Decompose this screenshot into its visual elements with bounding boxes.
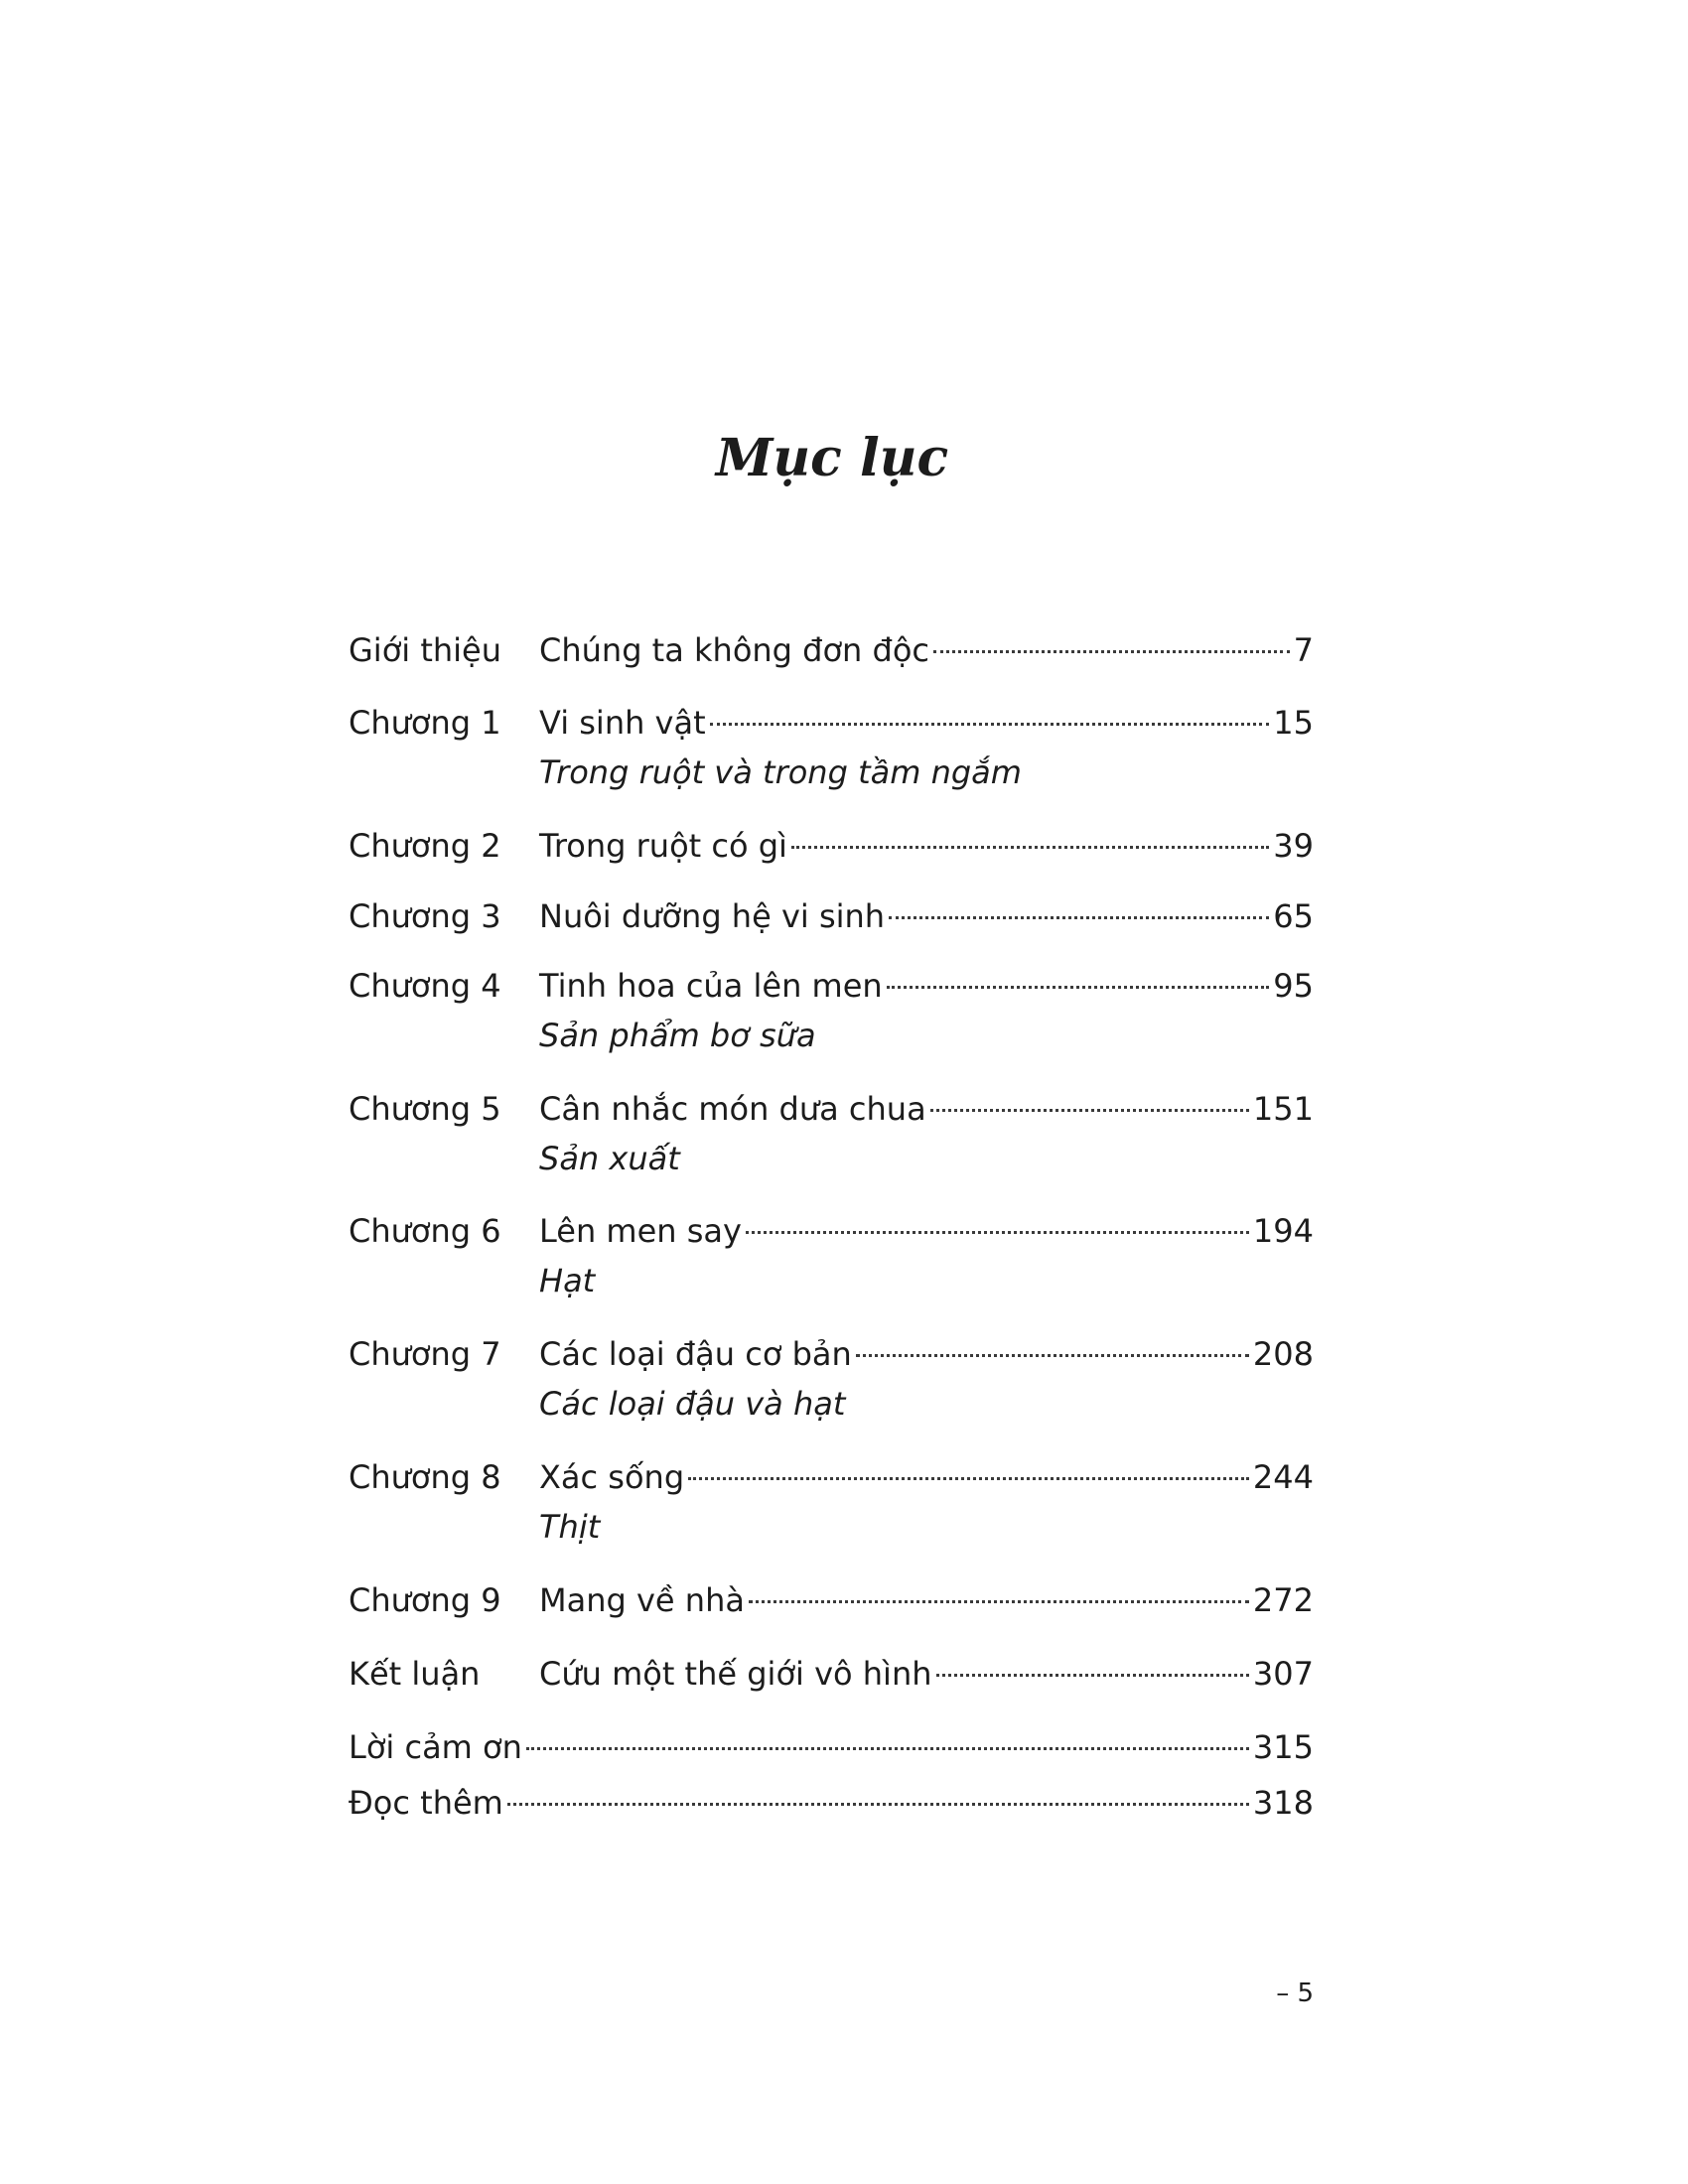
toc-entry-title: Lên men say xyxy=(539,1212,742,1250)
toc-dot-leader xyxy=(889,915,1269,919)
toc-entry-chapter-2 xyxy=(349,821,1314,871)
toc-entry-label: Chương 7 xyxy=(349,1335,501,1373)
toc-entry-introduction xyxy=(349,625,1314,675)
toc-dot-leader xyxy=(746,1230,1249,1234)
toc-entry-subtitle: Thịt xyxy=(539,1508,601,1546)
toc-entry-page: 244 xyxy=(1252,1458,1314,1496)
toc-entry-page: 65 xyxy=(1273,897,1314,935)
toc-entry-page: 208 xyxy=(1252,1335,1314,1373)
toc-dot-leader xyxy=(930,1108,1249,1112)
toc-entry-chapter-8 xyxy=(349,1452,1314,1552)
toc-entry-title: Xác sống xyxy=(539,1458,685,1496)
toc-entry-subtitle: Các loại đậu và hạt xyxy=(539,1385,846,1423)
toc-entry-label: Chương 5 xyxy=(349,1090,501,1128)
toc-entry-conclusion xyxy=(349,1649,1314,1699)
toc-entry-chapter-9 xyxy=(349,1575,1314,1625)
toc-dot-leader xyxy=(936,1673,1249,1677)
toc-dot-leader xyxy=(507,1802,1249,1806)
toc-entry-title: Tinh hoa của lên men xyxy=(539,967,883,1005)
toc-entry-title: Cân nhắc món dưa chua xyxy=(539,1090,926,1128)
toc-entry-subtitle: Trong ruột và trong tầm ngắm xyxy=(539,753,1022,791)
toc-dot-leader xyxy=(710,722,1270,726)
toc-entry-page: 15 xyxy=(1273,704,1314,742)
toc-entry-chapter-4 xyxy=(349,961,1314,1060)
toc-entry-label: Chương 8 xyxy=(349,1458,501,1496)
toc-entry-label: Chương 9 xyxy=(349,1581,501,1619)
toc-entry-acknowledgements xyxy=(349,1722,1314,1772)
toc-entry-title: Chúng ta không đơn độc xyxy=(539,631,929,669)
toc-entry-page: 151 xyxy=(1252,1090,1314,1128)
toc-entry-label: Chương 4 xyxy=(349,967,501,1005)
toc-entry-label: Chương 2 xyxy=(349,827,501,865)
toc-entry-title: Các loại đậu cơ bản xyxy=(539,1335,852,1373)
toc-dot-leader xyxy=(933,649,1290,653)
toc-entry-further-reading xyxy=(349,1778,1314,1828)
toc-entry-title: Vi sinh vật xyxy=(539,704,706,742)
toc-entry-page: 272 xyxy=(1252,1581,1314,1619)
toc-dot-leader xyxy=(791,845,1269,849)
toc-entry-label: Chương 3 xyxy=(349,897,501,935)
toc-entry-label: Chương 1 xyxy=(349,704,501,742)
toc-entry-page: 95 xyxy=(1273,967,1314,1005)
toc-entry-chapter-5 xyxy=(349,1084,1314,1183)
toc-entry-title: Trong ruột có gì xyxy=(539,827,787,865)
toc-dot-leader xyxy=(887,985,1270,989)
toc-dot-leader xyxy=(688,1476,1249,1480)
toc-entry-title: Nuôi dưỡng hệ vi sinh xyxy=(539,897,886,935)
toc-entry-chapter-1 xyxy=(349,698,1314,797)
toc-entry-page: 307 xyxy=(1252,1655,1314,1693)
toc-entry-page: 318 xyxy=(1252,1784,1314,1822)
toc-entry-chapter-6 xyxy=(349,1206,1314,1305)
toc-dot-leader xyxy=(526,1746,1249,1750)
toc-entry-chapter-3 xyxy=(349,891,1314,941)
toc-entry-page: 7 xyxy=(1293,631,1314,669)
toc-entry-label: Kết luận xyxy=(349,1655,481,1693)
toc-entry-page: 39 xyxy=(1273,827,1314,865)
toc-entry-subtitle: Hạt xyxy=(539,1262,596,1299)
toc-dot-leader xyxy=(856,1353,1249,1357)
toc-entry-page: 315 xyxy=(1252,1728,1314,1766)
page-number: – 5 xyxy=(1276,1979,1314,2008)
toc-entry-title: Đọc thêm xyxy=(349,1784,503,1822)
toc-entry-chapter-7 xyxy=(349,1329,1314,1429)
toc-entry-title: Mang về nhà xyxy=(539,1581,745,1619)
toc-dot-leader xyxy=(749,1599,1249,1603)
toc-entry-subtitle: Sản phẩm bơ sữa xyxy=(539,1017,816,1054)
toc-entry-label: Giới thiệu xyxy=(349,631,502,669)
toc-entry-subtitle: Sản xuất xyxy=(539,1140,680,1177)
toc-entry-title: Lời cảm ơn xyxy=(349,1728,522,1766)
page-title: Mục lục xyxy=(715,428,949,488)
toc-entry-label: Chương 6 xyxy=(349,1212,501,1250)
toc-entry-page: 194 xyxy=(1252,1212,1314,1250)
toc-entry-title: Cứu một thế giới vô hình xyxy=(539,1655,932,1693)
